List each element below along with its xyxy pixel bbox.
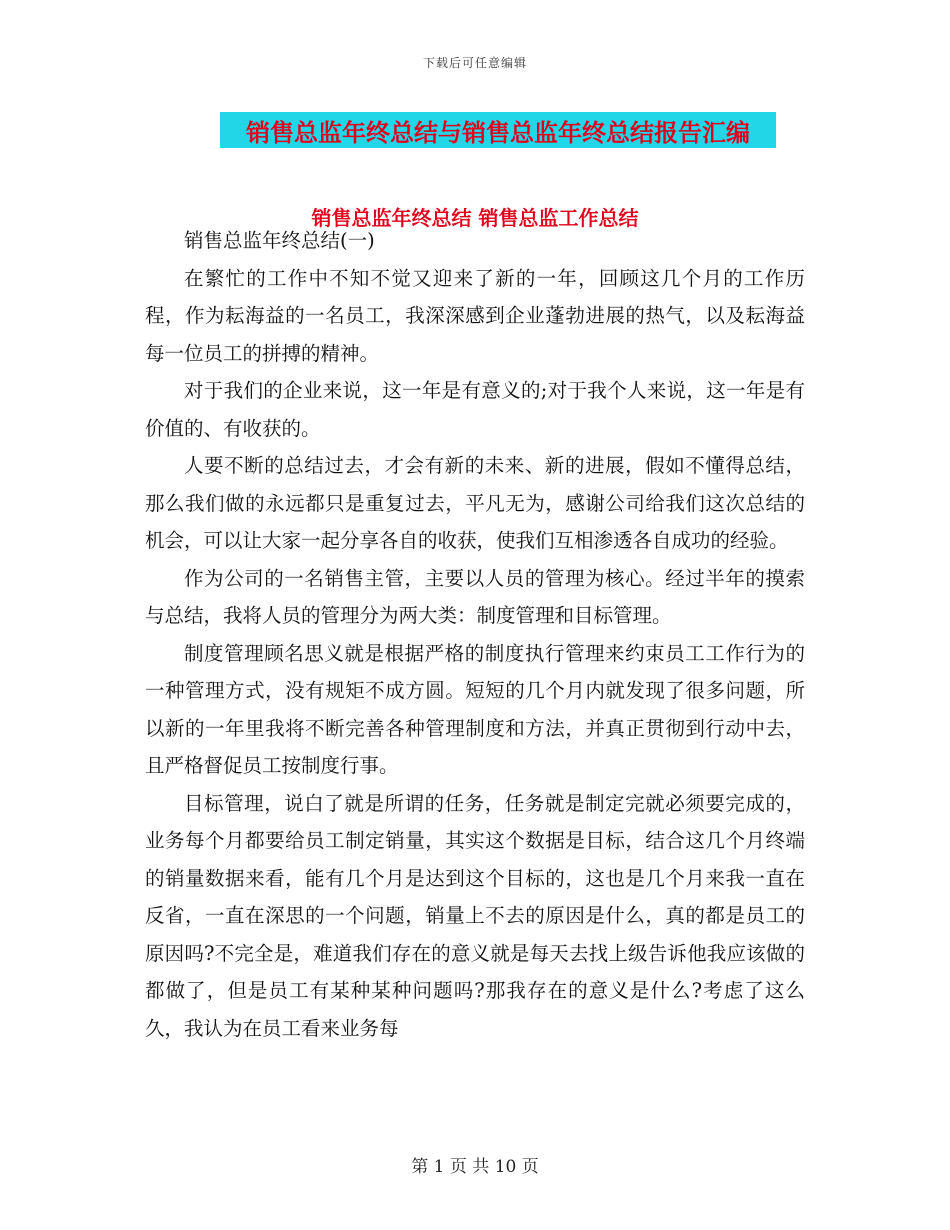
paragraph: 对于我们的企业来说，这一年是有意义的;对于我个人来说，这一年是有价值的、有收获的。 <box>145 379 805 440</box>
sub-title: 销售总监年终总结 销售总监工作总结 <box>311 206 639 230</box>
main-title: 销售总监年终总结与销售总监年终总结报告汇编 <box>246 118 750 147</box>
document-body <box>145 222 805 1047</box>
paragraph: 在繁忙的工作中不知不觉又迎来了新的一年，回顾这几个月的工作历程，作为耘海益的一名员工，我深深感到企业蓬勃进展的热气，以及耘海益每一位员工的拼搏的精神。 <box>145 266 805 365</box>
paragraph: 制度管理顾名思义就是根据严格的制度执行管理来约束员工工作行为的一种管理方式，没有规矩不成方圆。短短的几个月内就发现了很多问题，所以新的一年里我将不断完善各种管理制度和方法，并真正贯彻到行动中去，且严格督促员工按制度行事。 <box>145 641 805 777</box>
paragraph: 作为公司的一名销售主管，主要以人员的管理为核心。经过半年的摸索与总结，我将人员的管理分为两大类：制度管理和目标管理。 <box>145 566 805 627</box>
page-footer: 第 1 页 共 10 页 <box>411 1157 539 1177</box>
paragraph: 目标管理，说白了就是所谓的任务，任务就是制定完就必须要完成的，业务每个月都要给员工制定销量，其实这个数据是目标，结合这几个月终端的销量数据来看，能有几个月是达到这个目标的，这也是几个月来我一直在反省，一直在深思的一个问题，销量上不去的原因是什么，真的都是员工的原因吗?不完全是，难道我们存在的意义就是每天去找上级告诉他我应该做的都做了，但是员工有某种某种问题吗?那我存在的意义是什么?考虑了这么久，我认为在员工看来业务每 <box>145 791 805 1040</box>
paragraph: 人要不断的总结过去，才会有新的未来、新的进展，假如不懂得总结，那么我们做的永远都只是重复过去，平凡无为，感谢公司给我们这次总结的机会，可以让大家一起分享各自的收获，使我们互相渗透各自成功的经验。 <box>145 454 805 552</box>
main-title-highlight <box>220 112 776 148</box>
header-note: 下载后可任意编辑 <box>422 56 527 70</box>
section-heading: 销售总监年终总结(一) <box>184 229 375 252</box>
